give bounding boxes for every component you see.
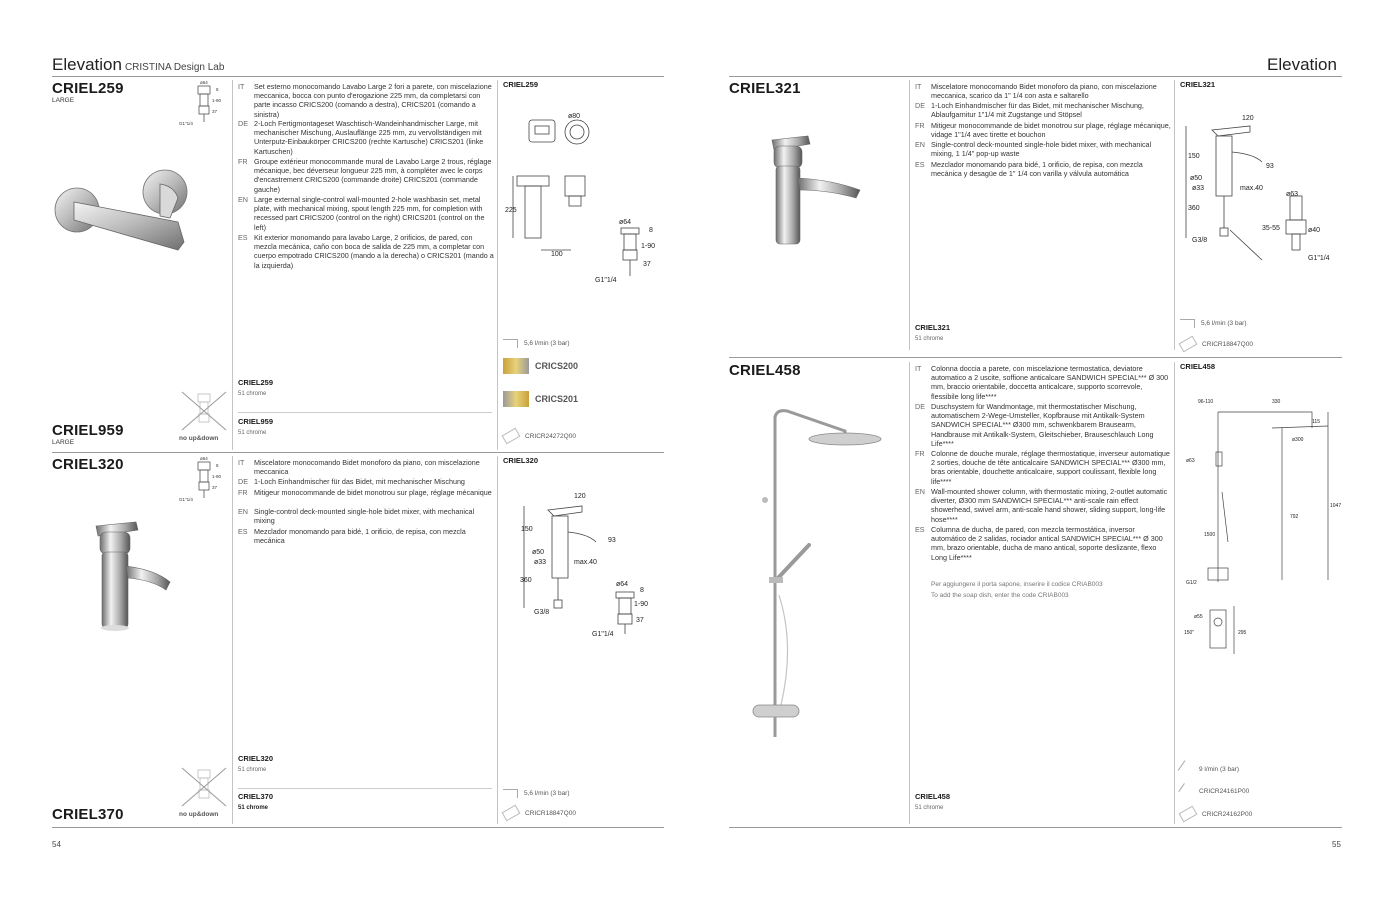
tech-drawing-code: CRIEL321 xyxy=(1180,80,1216,89)
svg-text:96-110: 96-110 xyxy=(1198,399,1214,405)
lang-code: EN xyxy=(915,140,925,149)
hose-icon xyxy=(1178,783,1194,799)
spare-part xyxy=(1180,809,1252,819)
product-code: CRIEL320 xyxy=(52,456,124,473)
svg-text:150": 150" xyxy=(1184,630,1195,636)
svg-text:37: 37 xyxy=(212,109,218,114)
left-top-rule xyxy=(52,76,664,77)
concealed-body-icon xyxy=(503,391,529,407)
left-page-number: 54 xyxy=(52,840,61,849)
flow-rate xyxy=(1180,763,1239,775)
no-waste-crossed-icon xyxy=(178,388,230,434)
spare-code: CRICR24161P00 xyxy=(1199,787,1250,795)
product-code: CRIEL259 xyxy=(52,80,124,97)
desc-it xyxy=(238,458,494,476)
right-mid-rule xyxy=(729,357,1342,358)
desc-text: Mezclador monomando para bidé, 1 orificio, de repisa, con mezcla mecánica y desagüe de 1" 1/4 con varilla y válvula automática xyxy=(931,160,1143,179)
spare-code: CRICR24272Q00 xyxy=(525,432,576,440)
finish-divider xyxy=(238,788,492,789)
finish-label: 51 chrome xyxy=(238,767,267,773)
desc-text: Mitigeur monocommande de bidet monotrou sur plage, réglage mécanique, vidage 1"1/4 avec tirette et bouchon xyxy=(931,121,1171,140)
spare-part xyxy=(1180,786,1249,796)
svg-text:150: 150 xyxy=(1188,153,1200,160)
desc-de xyxy=(915,101,1171,119)
cartridge-icon xyxy=(502,428,521,445)
svg-text:1-90: 1-90 xyxy=(634,601,649,608)
svg-text:G3/8: G3/8 xyxy=(1192,237,1208,244)
desc-text: Miscelatore monocomando Bidet monoforo da piano, con miscelazione meccanica, scarico da 1" 1/4 con asta e saltarello xyxy=(931,82,1157,101)
desc-text: 1-Loch Einhandmischer für das Bidet, mit mechanischer Mischung, Ablaufgarnitur 1"1/4 mit Zugstange und Stöpsel xyxy=(931,101,1144,120)
right-col-divider xyxy=(1174,80,1175,350)
right-col-divider xyxy=(909,362,910,824)
bidet-mixer-product-image xyxy=(90,518,180,633)
tech-drawing-code: CRIEL320 xyxy=(503,456,539,465)
desc-text: 2-Loch Fertigmontageset Waschtisch-Wandeinhandmischer Large, mit mechanischer Mischung, Auslauflänge 225 mm, zu vervollständigen mit Unterputz-Einbaukörper CRICS200 (rechte Kartusche) CRICS201 (linke Kartuschen) xyxy=(254,119,484,156)
desc-text: Kit exterior monomando para lavabo Large, 2 orificios, de pared, con mezcla mecánica, caño con boca de salida de 225 mm, a completar con cuerpo empotrado CRICS200 (mando a la derecha) o CRICS201 (mando a la izquierda) xyxy=(254,233,494,270)
svg-text:1-90: 1-90 xyxy=(212,98,222,103)
desc-es xyxy=(915,160,1171,178)
accessory-item xyxy=(503,358,578,374)
cartridge-icon xyxy=(502,805,521,822)
lang-code: EN xyxy=(238,507,248,516)
svg-text:ø80: ø80 xyxy=(568,113,581,120)
product-code: CRIEL370 xyxy=(52,806,124,823)
svg-text:100: 100 xyxy=(551,251,563,258)
desc-fr xyxy=(238,488,494,497)
svg-text:35-55: 35-55 xyxy=(1262,225,1280,232)
desc-text: Single-control deck-mounted single-hole bidet mixer, with mechanical mixing xyxy=(254,507,475,526)
desc-text: Columna de ducha, de pared, con mezcla termostática, inversor automático de 2 salidas, rociador antical SANDWICH SPECIAL*** Ø 300 mm, brazo orientable, ducha de mano antical, soporte deslizante, flexo Long Life**** xyxy=(931,525,1163,562)
desc-text: Single-control deck-mounted single-hole bidet mixer, with mechanical mixing, 1 1/4" pop-up waste xyxy=(931,140,1152,159)
product-code: CRIEL959 xyxy=(52,422,124,439)
waste-diagram-icon xyxy=(178,80,230,128)
left-col-divider xyxy=(497,80,498,450)
svg-text:295: 295 xyxy=(1238,630,1247,636)
desc-en xyxy=(915,487,1171,524)
svg-text:37: 37 xyxy=(212,485,218,490)
lang-code: FR xyxy=(238,488,248,497)
desc-fr xyxy=(915,449,1171,486)
lang-code: DE xyxy=(238,119,248,128)
svg-text:max.40: max.40 xyxy=(574,559,597,566)
svg-text:max.40: max.40 xyxy=(1240,185,1263,192)
desc-es xyxy=(238,233,494,270)
desc-es xyxy=(238,527,494,545)
svg-text:ø63: ø63 xyxy=(1186,458,1195,464)
lang-code: ES xyxy=(238,527,248,536)
bidet-mixer-waste-product-image xyxy=(762,132,872,248)
flow-rate xyxy=(503,339,570,348)
finish-label: 51 chrome xyxy=(238,805,269,811)
lang-code: DE xyxy=(915,402,925,411)
right-col-divider xyxy=(1174,362,1175,824)
finish-label: 51 chrome xyxy=(238,430,267,436)
svg-text:792: 792 xyxy=(1290,514,1299,520)
svg-text:360: 360 xyxy=(520,577,532,584)
lang-code: FR xyxy=(915,449,925,458)
desc-text: Miscelatore monocomando Bidet monoforo da piano, con miscelazione meccanica xyxy=(254,458,480,477)
lang-code: IT xyxy=(238,82,245,91)
soap-dish-note-en: To add the soap dish, enter the code CRIAB003 xyxy=(931,592,1069,599)
svg-text:G1"1/4: G1"1/4 xyxy=(1308,255,1330,262)
flow-text: 5,6 l/min (3 bar) xyxy=(524,790,570,797)
spare-code: CRICR18847Q00 xyxy=(1202,340,1253,348)
svg-text:1500: 1500 xyxy=(1204,532,1216,538)
svg-text:37: 37 xyxy=(643,261,651,268)
concealed-body-icon xyxy=(503,358,529,374)
svg-text:120: 120 xyxy=(1242,115,1254,122)
lang-code: DE xyxy=(238,477,248,486)
finish-code: CRIEL370 xyxy=(238,792,274,801)
svg-text:360: 360 xyxy=(1188,205,1200,212)
spare-part xyxy=(503,808,576,818)
product-code: CRIEL321 xyxy=(729,80,801,97)
left-bottom-rule xyxy=(52,827,664,828)
cartridge-icon xyxy=(1179,336,1198,353)
tech-drawing-code: CRIEL259 xyxy=(503,80,539,89)
left-title-sub: CRISTINA Design Lab xyxy=(124,62,225,73)
lang-code: IT xyxy=(915,364,922,373)
soap-dish-note-it: Per aggiungere il porta sapone, inserire il codice CRIAB003 xyxy=(931,581,1103,588)
desc-fr xyxy=(238,157,494,194)
svg-text:ø64: ø64 xyxy=(616,581,629,588)
desc-it xyxy=(915,82,1171,100)
svg-text:ø64: ø64 xyxy=(200,80,208,85)
spare-code: CRICR18847Q00 xyxy=(525,809,576,817)
svg-text:G3/8: G3/8 xyxy=(534,609,550,616)
finish-label: 51 chrome xyxy=(238,391,267,397)
svg-text:ø64: ø64 xyxy=(200,456,208,461)
desc-text: 1-Loch Einhandmischer für das Bidet, mit mechanischer Mischung xyxy=(254,477,465,486)
accessory-item xyxy=(503,391,578,407)
svg-text:ø64: ø64 xyxy=(619,219,632,226)
left-col-divider xyxy=(497,456,498,824)
desc-en xyxy=(915,140,1171,158)
svg-text:225: 225 xyxy=(505,207,517,214)
flow-text: 5,6 l/min (3 bar) xyxy=(1201,320,1247,327)
desc-text: Duschsystem für Wandmontage, mit thermostatischer Mischung, automatischem 2-Wege-Umsteller, Kopfbrause mit Antikalk-System SANDWICH SPECIAL*** Ø300 mm, schwenkbarem Brausearm, Handbrause mit Antikalk-System, Gleitschieber, Brauseschlauch Long Life**** xyxy=(931,402,1154,448)
desc-text: Groupe extérieur monocommande mural de Lavabo Large 2 trous, réglage mécanique, bec déverseur longueur 225 mm, à compléter avec le corps d'encastrement CRICS200 (commande droite) CRICS201 (commande gauche) xyxy=(254,157,492,194)
svg-text:G1"1/4: G1"1/4 xyxy=(595,277,617,284)
lang-code: FR xyxy=(915,121,925,130)
svg-text:ø40: ø40 xyxy=(1308,227,1321,234)
product-subtitle: LARGE xyxy=(52,97,75,104)
left-title-text: Elevation xyxy=(52,55,122,74)
svg-text:G1"1/4: G1"1/4 xyxy=(592,631,614,638)
svg-text:115: 115 xyxy=(1312,419,1320,425)
left-col-divider xyxy=(232,80,233,450)
lang-code: IT xyxy=(915,82,922,91)
desc-text: Wall-mounted shower column, with thermostatic mixing, 2-outlet automatic diverter, Ø300 mm SANDWICH SPECIAL*** anti-scale rain effect showerhead, swivel arm, anti-scale hand shower, sliding support, long-life hose**** xyxy=(931,487,1168,524)
svg-text:ø33: ø33 xyxy=(534,559,547,566)
wall-mixer-product-image xyxy=(52,160,212,260)
showerhead-icon xyxy=(1179,806,1198,823)
svg-text:G1/2: G1/2 xyxy=(1186,580,1197,586)
accessory-code: CRICS200 xyxy=(535,361,579,371)
tap-flow-icon xyxy=(503,339,518,348)
svg-text:ø63: ø63 xyxy=(1286,191,1299,198)
flow-text: 5,6 l/min (3 bar) xyxy=(524,340,570,347)
shower-column-product-image xyxy=(745,405,885,740)
tap-flow-icon xyxy=(503,789,518,798)
svg-text:150: 150 xyxy=(521,526,533,533)
finish-label: 51 chrome xyxy=(915,805,944,811)
shower-column-technical-drawing xyxy=(1182,392,1342,667)
svg-text:93: 93 xyxy=(608,537,616,544)
no-updown-badge: no up&down xyxy=(179,435,219,442)
svg-text:1-90: 1-90 xyxy=(212,474,222,479)
left-page-title xyxy=(52,55,224,75)
finish-code: CRIEL320 xyxy=(238,754,274,763)
lang-code: FR xyxy=(238,157,248,166)
lang-code: IT xyxy=(238,458,245,467)
waste-diagram-icon xyxy=(178,456,230,504)
svg-text:8: 8 xyxy=(216,87,219,92)
desc-de xyxy=(238,477,494,486)
flow-text: 9 l/min (3 bar) xyxy=(1199,765,1240,773)
desc-text: Mitigeur monocommande de bidet monotrou sur plage, réglage mécanique xyxy=(254,488,492,497)
desc-de xyxy=(238,119,494,156)
right-page-title: Elevation xyxy=(1267,55,1337,74)
flow-rate xyxy=(503,789,570,798)
accessory-code: CRICS201 xyxy=(535,394,579,404)
svg-text:G1"1/4: G1"1/4 xyxy=(179,497,193,502)
desc-text: Large external single-control wall-mounted 2-hole washbasin set, metal plate, with mechanical mixing, spout length 225 mm, for completion with recessed part CRICS200 (control on the right) CRICS201 (control on the left) xyxy=(254,195,485,232)
desc-it xyxy=(238,82,494,119)
desc-fr xyxy=(915,121,1171,139)
wall-mixer-technical-drawing xyxy=(505,108,665,288)
finish-label: 51 chrome xyxy=(915,336,944,342)
spare-part xyxy=(1180,339,1253,349)
svg-text:ø33: ø33 xyxy=(1192,185,1205,192)
left-col-divider xyxy=(232,456,233,824)
desc-text: Colonne de douche murale, réglage thermostatique, inverseur automatique 2 sorties, douche de tête anticalcaire SANDWICH SPECIAL*** Ø300 mm, bras orientable, douchette anticalcaire, support coulissant, flexible long life**** xyxy=(931,449,1170,486)
finish-code: CRIEL458 xyxy=(915,792,951,801)
svg-text:8: 8 xyxy=(216,463,219,468)
no-waste-crossed-icon xyxy=(178,764,230,810)
svg-text:8: 8 xyxy=(640,587,644,594)
hand-shower-icon xyxy=(1178,760,1196,777)
flow-rate xyxy=(1180,319,1247,328)
product-code: CRIEL458 xyxy=(729,362,801,379)
desc-text: Colonna doccia a parete, con miscelazione termostatica, deviatore automatico a 2 uscite, soffione anticalcare SANDWICH SPECIAL*** Ø 300 mm, braccio orientabile, doccetta anticalcare, supporto scorrevole, flessibile long life**** xyxy=(931,364,1169,401)
tap-flow-icon xyxy=(1180,319,1195,328)
svg-text:120: 120 xyxy=(574,493,586,500)
svg-text:ø55: ø55 xyxy=(1194,614,1203,620)
finish-divider xyxy=(238,412,492,413)
desc-text: Mezclador monomando para bidé, 1 orificio, de repisa, con mezcla mecánica xyxy=(254,527,466,546)
lang-code: EN xyxy=(915,487,925,496)
left-mid-rule xyxy=(52,452,664,453)
lang-code: ES xyxy=(915,525,925,534)
spare-code: CRICR24162P00 xyxy=(1202,810,1253,818)
lang-code: ES xyxy=(238,233,248,242)
lang-code: ES xyxy=(915,160,925,169)
svg-text:ø300: ø300 xyxy=(1292,437,1304,443)
right-top-rule xyxy=(729,76,1342,77)
desc-de xyxy=(915,402,1171,448)
right-page-number: 55 xyxy=(1332,840,1341,849)
finish-code: CRIEL321 xyxy=(915,323,951,332)
tech-drawing-code: CRIEL458 xyxy=(1180,362,1216,371)
bidet-mixer-technical-drawing xyxy=(518,488,664,640)
desc-it xyxy=(915,364,1171,401)
desc-en xyxy=(238,507,494,525)
svg-text:1047: 1047 xyxy=(1330,503,1342,509)
product-subtitle: LARGE xyxy=(52,439,75,446)
lang-code: EN xyxy=(238,195,248,204)
lang-code: DE xyxy=(915,101,925,110)
svg-text:ø50: ø50 xyxy=(1190,175,1203,182)
finish-code: CRIEL959 xyxy=(238,417,274,426)
svg-text:8: 8 xyxy=(649,227,653,234)
right-col-divider xyxy=(909,80,910,350)
desc-es xyxy=(915,525,1171,562)
right-bottom-rule xyxy=(729,827,1342,828)
svg-text:93: 93 xyxy=(1266,163,1274,170)
desc-en xyxy=(238,195,494,232)
svg-text:330: 330 xyxy=(1272,399,1281,405)
finish-code: CRIEL259 xyxy=(238,378,274,387)
bidet-mixer-waste-technical-drawing xyxy=(1182,110,1342,270)
svg-text:G1"1/4: G1"1/4 xyxy=(179,121,193,126)
spare-part xyxy=(503,431,576,441)
svg-text:1-90: 1-90 xyxy=(641,243,656,250)
svg-text:ø50: ø50 xyxy=(532,549,545,556)
svg-text:37: 37 xyxy=(636,617,644,624)
desc-text: Set esterno monocomando Lavabo Large 2 fori a parete, con miscelazione meccanica, bocca con punto d'erogazione 225 mm, da completarsi con parte incasso CRICS200 (comando a destra), CRICS201 (comando a sinistra) xyxy=(254,82,492,119)
no-updown-badge: no up&down xyxy=(179,811,219,818)
